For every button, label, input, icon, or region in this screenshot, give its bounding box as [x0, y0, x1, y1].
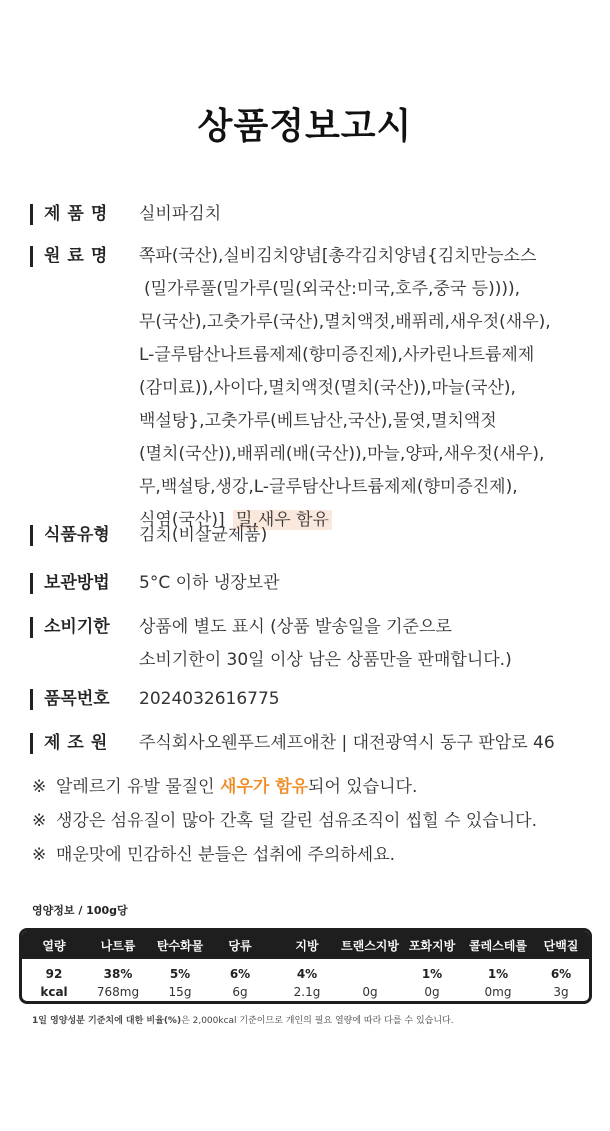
manufacturer-value: 주식회사오웬푸드셰프애찬 | 대전광역시 동구 판암로 46	[139, 733, 555, 753]
ingredient-line: 무,백설탕,생강,L-글루탐산나트륨제제(향미증진제),	[139, 477, 518, 497]
nutrition-amount: 0mg	[484, 985, 512, 999]
nutrition-kcal-unit: kcal	[40, 985, 68, 999]
nutrition-header: 나트륨	[100, 939, 136, 953]
label-bar	[30, 204, 33, 225]
nutrition-header: 당류	[228, 939, 252, 953]
note-mark: ※	[32, 811, 47, 831]
nutrition-percent	[214, 967, 266, 981]
nutrition-table	[19, 928, 592, 1004]
label-bar	[30, 573, 33, 594]
nutrition-header: 포화지방	[408, 939, 456, 953]
notes-section	[32, 774, 592, 876]
kcal-number: 92	[45, 967, 63, 981]
percent-text: 5%	[169, 967, 191, 981]
nutrition-footnote	[32, 1013, 454, 1026]
note-spicy	[32, 842, 592, 876]
ingredient-line: L-글루탐산나트륨제제(향미증진제),사카린나트륨제제	[139, 345, 535, 365]
ingredients-value	[139, 243, 579, 540]
manufacturer-label: 제조원	[44, 733, 115, 753]
note-text: 매운맛에 민감하신 분들은 섭취에 주의하세요.	[56, 845, 396, 865]
ingredient-line: 무(국산),고춧가루(국산),멸치액젓,배퓌레,새우젓(새우),	[139, 312, 551, 332]
note-text: 알레르기 유발 물질인	[56, 777, 221, 797]
footnote-text: 은 2,000kcal 기준이므로 개인의 필요 열량에 따라 다를 수 있습니다.	[181, 1016, 454, 1026]
note-mark: ※	[32, 845, 47, 865]
nutrition-header-row	[22, 931, 589, 959]
expiry-label: 소비기한	[44, 617, 110, 637]
product-name-label: 제품명	[44, 204, 115, 224]
ingredient-line: 쪽파(국산),실비김치양념[총각김치양념{김치만능소스	[139, 246, 537, 266]
nutrition-amount: 0g	[424, 985, 440, 999]
page-title: 상품정보고시	[197, 106, 413, 147]
nutrition-header: 트랜스지방	[341, 939, 399, 953]
ingredient-line: (밀가루풀(밀가루(밀(외국산:미국,호주,중국 등)))),	[144, 279, 520, 299]
note-allergen	[32, 774, 592, 808]
nutrition-percent	[277, 967, 337, 981]
nutrition-percent	[149, 967, 211, 981]
nutrition-amount: 6g	[232, 985, 248, 999]
note-highlight: 새우가 함유	[220, 777, 309, 797]
ingredients-label: 원료명	[44, 246, 115, 266]
percent-text: 1%	[421, 967, 443, 981]
nutrition-kcal-value	[28, 967, 80, 981]
percent-text: 4%	[296, 967, 318, 981]
nutrition-header: 열량	[42, 939, 66, 953]
storage-value: 5°C 이하 냉장보관	[139, 573, 280, 593]
percent-text: 6%	[229, 967, 251, 981]
note-mark: ※	[32, 777, 47, 797]
percent-text: 6%	[550, 967, 572, 981]
footnote-bold: 1일 영양성분 기준치에 대한 비율(%)	[32, 1016, 182, 1026]
expiry-line: 상품에 별도 표시 (상품 발송일을 기준으로	[139, 617, 452, 637]
label-bar	[30, 525, 33, 546]
nutrition-header: 단백질	[543, 939, 579, 953]
nutrition-percent	[400, 967, 464, 981]
nutrition-header: 탄수화물	[156, 939, 204, 953]
percent-text: 38%	[103, 967, 133, 981]
note-text: 되어 있습니다.	[308, 777, 418, 797]
food-type-value: 김치(비살균제품)	[139, 525, 268, 545]
nutrition-amount: 15g	[168, 985, 192, 999]
nutrition-header: 지방	[295, 939, 319, 953]
note-text: 생강은 섬유질이 많아 간혹 덜 갈린 섬유조직이 씹힐 수 있습니다.	[56, 811, 538, 831]
expiry-line: 소비기한이 30일 이상 남은 상품만을 판매합니다.)	[139, 650, 512, 670]
label-bar	[30, 617, 33, 638]
item-number-value: 2024032616775	[139, 689, 280, 709]
expiry-value	[139, 614, 579, 680]
label-bar	[30, 733, 33, 754]
nutrition-header: 콜레스테롤	[469, 939, 527, 953]
allergen-highlight: 밀,새우 함유	[233, 510, 332, 530]
nutrition-amount: 2.1g	[293, 985, 321, 999]
food-type-label: 식품유형	[44, 525, 110, 545]
product-name-value: 실비파김치	[139, 204, 222, 224]
storage-label: 보관방법	[44, 573, 110, 593]
ingredient-line: (감미료)),사이다,멸치액젓(멸치(국산)),마늘(국산),	[139, 378, 516, 398]
nutrition-title: 영양정보 / 100g당	[32, 904, 128, 917]
nutrition-amount: 3g	[553, 985, 569, 999]
label-bar	[30, 246, 33, 267]
ingredient-line: (멸치(국산)),배퓌레(배(국산)),마늘,양파,새우젓(새우),	[139, 444, 545, 464]
nutrition-amount: 0g	[362, 985, 378, 999]
nutrition-percent	[532, 967, 590, 981]
percent-text: 1%	[487, 967, 509, 981]
nutrition-percent	[88, 967, 148, 981]
ingredient-line: 백설탕},고춧가루(베트남산,국산),물엿,멸치액젓	[139, 411, 497, 431]
ingredient-last-text: 식염(국산)]	[139, 510, 225, 530]
note-ginger	[32, 808, 592, 842]
nutrition-amount: 768mg	[96, 985, 140, 999]
label-bar	[30, 689, 33, 710]
nutrition-percent	[462, 967, 534, 981]
item-number-label: 품목번호	[44, 689, 110, 709]
